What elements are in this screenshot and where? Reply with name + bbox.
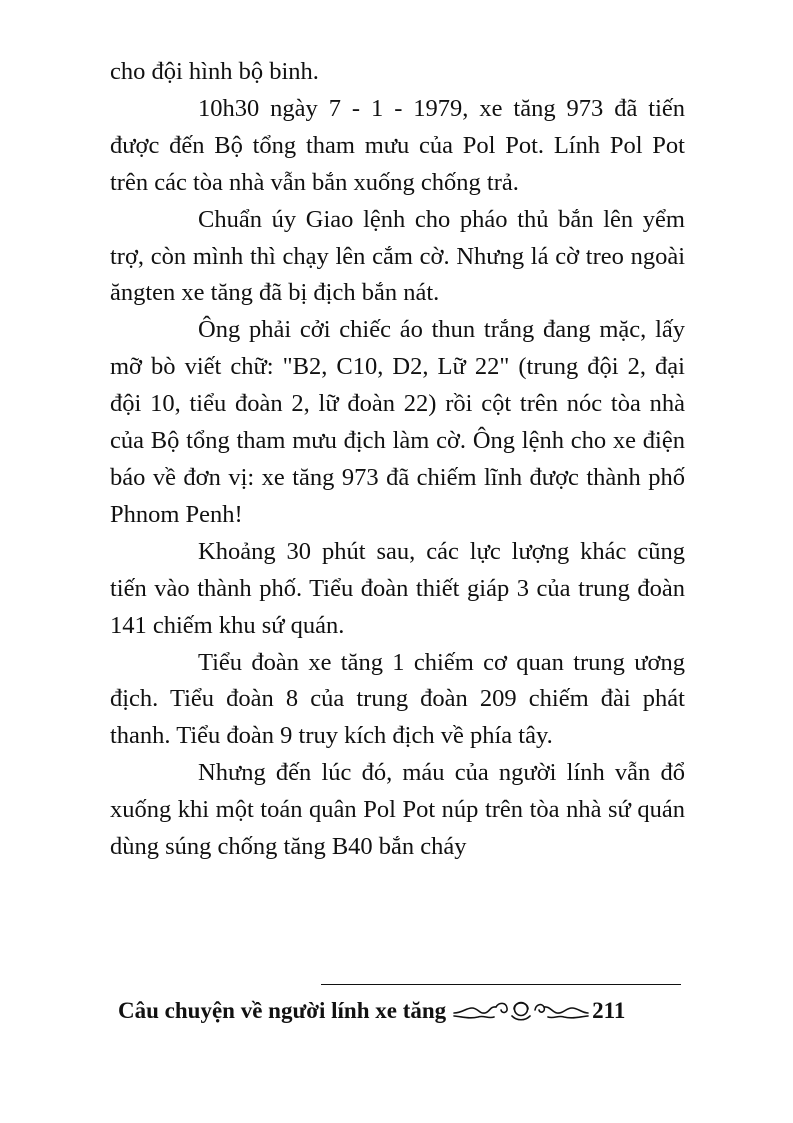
page-number: 211 [592,998,626,1023]
paragraph-7: Nhưng đến lúc đó, máu của người lính vẫn đổ xuống khi một toán quân Pol Pot núp trên tòa nhà sứ quán dùng súng chống tăng B40 bắn cháy [110,759,685,861]
paragraph-3: Chuẩn úy Giao lệnh cho pháo thủ bắn lên yểm trợ, còn mình thì chạy lên cắm cờ. Nhưng lá cờ treo ngoài ăngten xe tăng đã bị địch bắn nát. [110,205,685,307]
paragraph-5: Khoảng 30 phút sau, các lực lượng khác cũng tiến vào thành phố. Tiểu đoàn thiết giáp 3 của trung đoàn 141 chiếm khu sứ quán. [110,537,685,639]
paragraph-1: cho đội hình bộ binh. [110,58,319,85]
footer-rule [321,984,681,985]
paragraph-6: Tiểu đoàn xe tăng 1 chiếm cơ quan trung ương địch. Tiểu đoàn 8 của trung đoàn 209 chiếm đài phát thanh. Tiểu đoàn 9 truy kích địch về phía tây. [110,648,685,750]
page-footer [118,994,683,1028]
flourish-ornament-icon [452,996,590,1026]
paragraph-4: Ông phải cởi chiếc áo thun trắng đang mặc, lấy mỡ bò viết chữ: "B2, C10, D2, Lữ 22" (trung đội 2, đại đội 10, tiểu đoàn 2, lữ đoàn 22) rồi cột trên nóc tòa nhà của Bộ tổng tham mưu địch làm cờ. Ông lệnh cho xe điện báo về đơn vị: xe tăng 973 đã chiếm lĩnh được thành phố Phnom Penh! [110,316,685,528]
page-body-text [110,54,685,866]
paragraph-2: 10h30 ngày 7 - 1 - 1979, xe tăng 973 đã tiến được đến Bộ tổng tham mưu của Pol Pot. Lính Pol Pot trên các tòa nhà vẫn bắn xuống chống trả. [110,94,685,196]
book-title: Câu chuyện về người lính xe tăng [118,998,447,1023]
